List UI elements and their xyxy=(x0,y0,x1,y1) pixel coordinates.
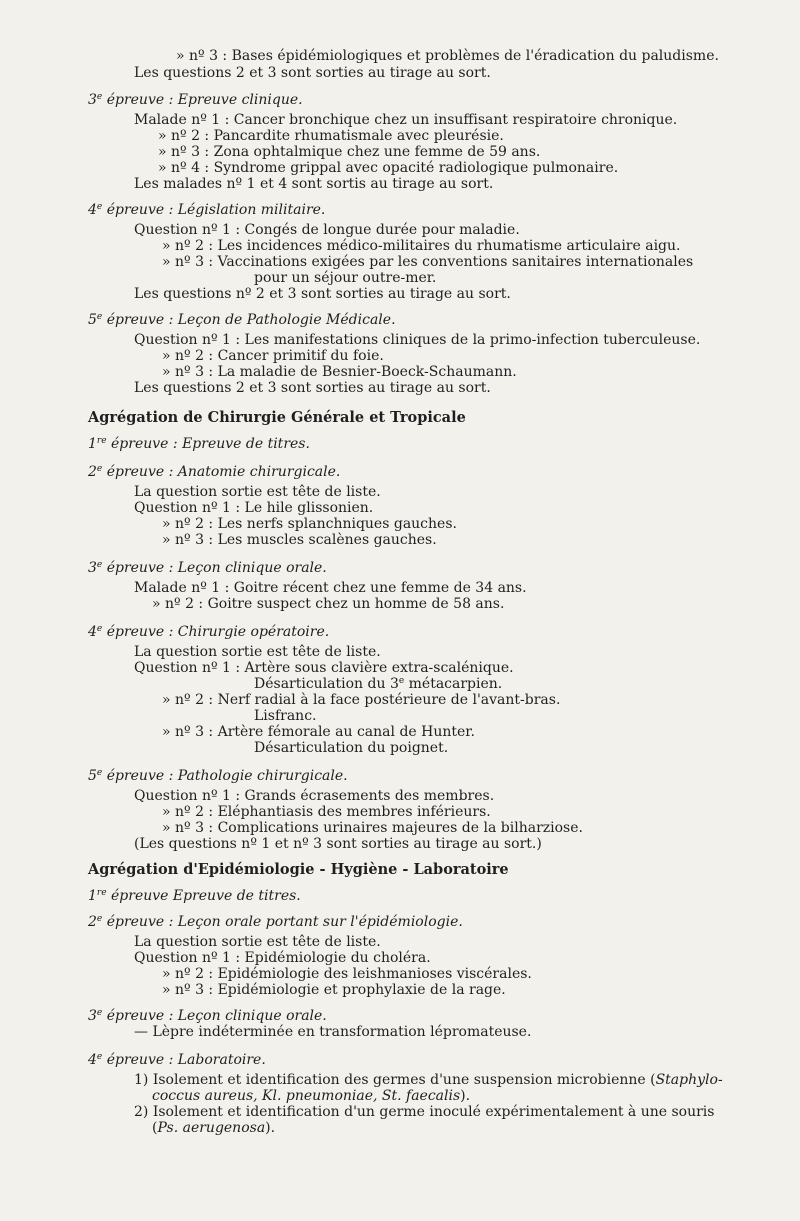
section-title: Agrégation de Chirurgie Générale et Tropicale xyxy=(88,409,466,426)
text-line: (Les questions nº 1 et nº 3 sont sorties au tirage au sort.) xyxy=(134,836,542,852)
text-line: » nº 2 : Nerf radial à la face postérieure de l'avant-bras. xyxy=(162,692,561,708)
text-line: Malade nº 1 : Cancer bronchique chez un insuffisant respiratoire chronique. xyxy=(134,112,678,128)
text-line: » nº 3 : Bases épidémiologiques et problèmes de l'éradication du paludisme. xyxy=(176,48,719,64)
text-line: » nº 2 : Eléphantiasis des membres inférieurs. xyxy=(162,804,491,820)
text-line: La question sortie est tête de liste. xyxy=(134,644,381,660)
text-line: Malade nº 1 : Goitre récent chez une femme de 34 ans. xyxy=(134,580,527,596)
text-line: » nº 3 : Vaccinations exigées par les conventions sanitaires internationales xyxy=(162,254,694,270)
text-line: » nº 3 : Artère fémorale au canal de Hunter. xyxy=(162,724,475,740)
text-line: pour un séjour outre-mer. xyxy=(254,270,437,286)
section-heading: 3e épreuve : Epreuve clinique. xyxy=(88,92,303,108)
text-line: La question sortie est tête de liste. xyxy=(134,934,381,950)
text-line: — Lèpre indéterminée en transformation lépromateuse. xyxy=(134,1024,532,1040)
text-line: » nº 2 : Les nerfs splanchniques gauches. xyxy=(162,516,457,532)
text-line: 1) Isolement et identification des germes d'une suspension microbienne (Staphylo- xyxy=(134,1072,723,1088)
section-heading: 1re épreuve Epreuve de titres. xyxy=(88,888,301,904)
text-line: » nº 3 : Zona ophtalmique chez une femme de 59 ans. xyxy=(158,144,541,160)
text-line: Les questions nº 2 et 3 sont sorties au tirage au sort. xyxy=(134,286,511,302)
text-line: » nº 2 : Cancer primitif du foie. xyxy=(162,348,384,364)
text-line: » nº 2 : Les incidences médico-militaires du rhumatisme articulaire aigu. xyxy=(162,238,681,254)
text-line: » nº 2 : Pancardite rhumatismale avec pleurésie. xyxy=(158,128,504,144)
text-line: Désarticulation du poignet. xyxy=(254,740,449,756)
section-heading: 5e épreuve : Leçon de Pathologie Médicale. xyxy=(88,312,396,328)
text-line: Question nº 1 : Les manifestations cliniques de la primo-infection tuberculeuse. xyxy=(134,332,701,348)
text-line: » nº 2 : Goitre suspect chez un homme de 58 ans. xyxy=(152,596,505,612)
text-line: Question nº 1 : Artère sous clavière extra-scalénique. xyxy=(134,660,514,676)
section-heading: 5e épreuve : Pathologie chirurgicale. xyxy=(88,768,348,784)
section-heading: 3e épreuve : Leçon clinique orale. xyxy=(88,560,327,576)
text-line: Lisfranc. xyxy=(254,708,317,724)
text-line: Désarticulation du 3e métacarpien. xyxy=(254,676,503,692)
text-line: » nº 3 : La maladie de Besnier-Boeck-Schaumann. xyxy=(162,364,517,380)
text-line: Question nº 1 : Le hile glissonien. xyxy=(134,500,374,516)
text-line: coccus aureus, Kl. pneumoniae, St. faecalis). xyxy=(152,1088,471,1104)
section-heading: 3e épreuve : Leçon clinique orale. xyxy=(88,1008,327,1024)
section-title: Agrégation d'Epidémiologie - Hygiène - Laboratoire xyxy=(88,861,509,878)
text-line: 2) Isolement et identification d'un germe inoculé expérimentalement à une souris xyxy=(134,1104,715,1120)
section-heading: 4e épreuve : Laboratoire. xyxy=(88,1052,266,1068)
text-line: Question nº 1 : Grands écrasements des membres. xyxy=(134,788,495,804)
text-line: » nº 3 : Complications urinaires majeures de la bilharziose. xyxy=(162,820,583,836)
text-line: Les malades nº 1 et 4 sont sortis au tirage au sort. xyxy=(134,176,494,192)
text-line: (Ps. aerugenosa). xyxy=(152,1120,276,1136)
text-line: » nº 3 : Epidémiologie et prophylaxie de la rage. xyxy=(162,982,506,998)
section-heading: 4e épreuve : Législation militaire. xyxy=(88,202,326,218)
section-heading: 2e épreuve : Leçon orale portant sur l'épidémiologie. xyxy=(88,914,463,930)
text-line: Les questions 2 et 3 sont sorties au tirage au sort. xyxy=(134,380,491,396)
text-line: » nº 4 : Syndrome grippal avec opacité radiologique pulmonaire. xyxy=(158,160,619,176)
text-line: Question nº 1 : Epidémiologie du choléra. xyxy=(134,950,431,966)
section-heading: 2e épreuve : Anatomie chirurgicale. xyxy=(88,464,341,480)
text-line: » nº 3 : Les muscles scalènes gauches. xyxy=(162,532,437,548)
text-line: Les questions 2 et 3 sont sorties au tirage au sort. xyxy=(134,65,491,81)
section-heading: 1re épreuve : Epreuve de titres. xyxy=(88,436,310,452)
section-heading: 4e épreuve : Chirurgie opératoire. xyxy=(88,624,330,640)
text-line: Question nº 1 : Congés de longue durée pour maladie. xyxy=(134,222,520,238)
text-line: » nº 2 : Epidémiologie des leishmanioses viscérales. xyxy=(162,966,532,982)
text-line: La question sortie est tête de liste. xyxy=(134,484,381,500)
